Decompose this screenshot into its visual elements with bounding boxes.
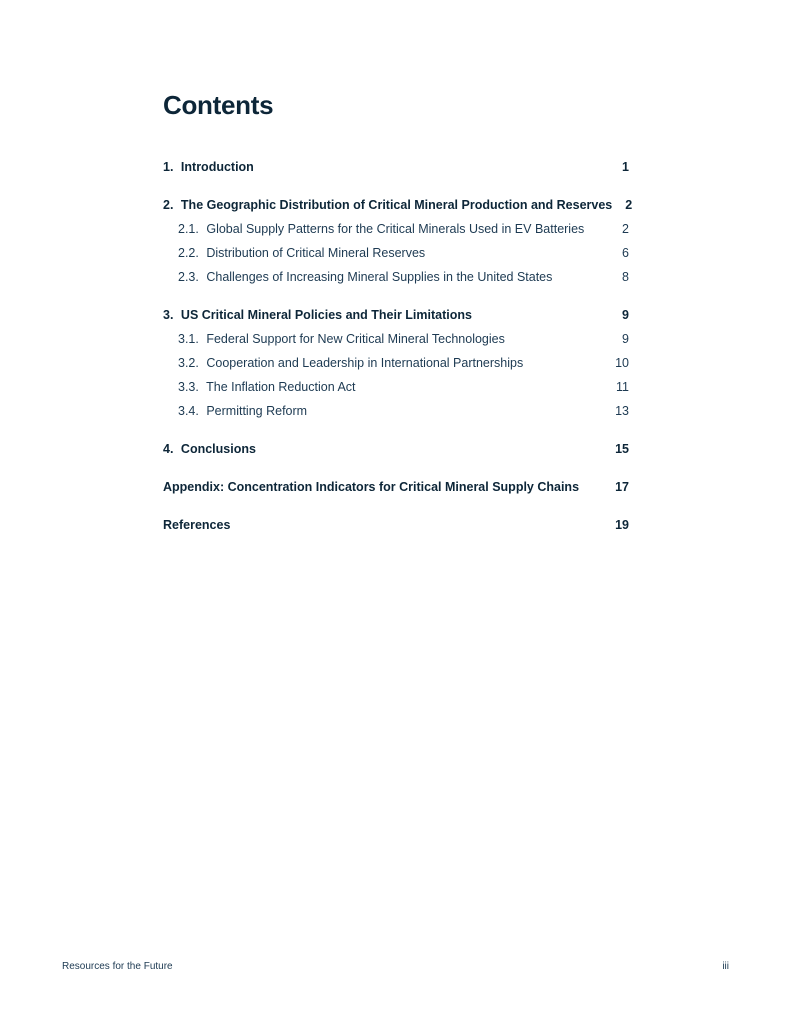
toc-entry-label bbox=[178, 241, 425, 265]
toc-entry-page: 17 bbox=[615, 480, 629, 494]
toc-entry-title: Conclusions bbox=[180, 442, 256, 456]
toc-entry-label bbox=[178, 265, 552, 289]
toc-entry-section-3-3[interactable] bbox=[163, 375, 629, 399]
toc-entry-title: Permitting Reform bbox=[206, 404, 308, 418]
table-of-contents bbox=[163, 155, 633, 537]
toc-entry-page: 8 bbox=[622, 270, 629, 284]
toc-entry-title: US Critical Mineral Policies and Their Limitations bbox=[180, 308, 472, 322]
toc-entry-section-3[interactable] bbox=[163, 303, 629, 327]
toc-entry-page: 9 bbox=[622, 308, 629, 322]
toc-entry-title: Challenges of Increasing Mineral Supplies in the United States bbox=[206, 270, 553, 284]
toc-entry-title: Global Supply Patterns for the Critical Minerals Used in EV Batteries bbox=[206, 222, 585, 236]
toc-entry-number: 3.4. bbox=[178, 404, 199, 418]
toc-entry-page: 2 bbox=[625, 198, 633, 212]
toc-entry-label bbox=[178, 351, 523, 375]
toc-entry-title: The Geographic Distribution of Critical Mineral Production and Reserves bbox=[180, 198, 613, 212]
footer-page-number: iii bbox=[722, 961, 729, 972]
toc-entry-page: 9 bbox=[622, 332, 629, 346]
toc-entry-title: Introduction bbox=[180, 160, 254, 174]
toc-entry-title: Cooperation and Leadership in International Partnerships bbox=[206, 356, 524, 370]
footer-publisher: Resources for the Future bbox=[62, 961, 173, 972]
toc-entry-page: 2 bbox=[622, 222, 629, 236]
toc-entry-page: 1 bbox=[622, 160, 629, 174]
page-title: Contents bbox=[163, 90, 274, 120]
toc-entry-number: 3.1. bbox=[178, 332, 199, 346]
toc-entry-section-2-2[interactable] bbox=[163, 241, 629, 265]
toc-entry-page: 19 bbox=[615, 518, 629, 532]
toc-entry-references[interactable] bbox=[163, 513, 629, 537]
toc-entry-number: 3.2. bbox=[178, 356, 199, 370]
toc-entry-section-3-4[interactable] bbox=[163, 399, 629, 423]
toc-entry-page: 13 bbox=[615, 404, 629, 418]
toc-entry-number: 1. bbox=[163, 160, 174, 174]
toc-entry-section-2[interactable] bbox=[163, 193, 633, 217]
toc-entry-title: References bbox=[163, 518, 231, 532]
toc-entry-section-2-1[interactable] bbox=[163, 217, 629, 241]
toc-entry-section-3-2[interactable] bbox=[163, 351, 629, 375]
toc-entry-number: 4. bbox=[163, 442, 174, 456]
toc-entry-introduction[interactable] bbox=[163, 155, 629, 179]
toc-entry-label bbox=[163, 303, 472, 327]
toc-entry-section-2-3[interactable] bbox=[163, 265, 629, 289]
toc-entry-page: 10 bbox=[615, 356, 629, 370]
toc-entry-label bbox=[178, 399, 307, 423]
toc-entry-label bbox=[163, 193, 612, 217]
toc-entry-label bbox=[178, 217, 584, 241]
toc-entry-label bbox=[163, 155, 254, 179]
toc-entry-number: 3. bbox=[163, 308, 174, 322]
toc-entry-number: 2.2. bbox=[178, 246, 199, 260]
toc-entry-label bbox=[178, 327, 505, 351]
toc-entry-page: 11 bbox=[616, 380, 629, 394]
toc-entry-conclusions[interactable] bbox=[163, 437, 629, 461]
toc-entry-number: 2.3. bbox=[178, 270, 199, 284]
toc-entry-label bbox=[163, 437, 256, 461]
toc-entry-page: 6 bbox=[622, 246, 629, 260]
toc-entry-title: Appendix: Concentration Indicators for Critical Mineral Supply Chains bbox=[163, 480, 580, 494]
toc-entry-appendix[interactable] bbox=[163, 475, 629, 499]
toc-entry-label bbox=[178, 375, 356, 399]
toc-entry-title: Distribution of Critical Mineral Reserves bbox=[206, 246, 426, 260]
toc-entry-section-3-1[interactable] bbox=[163, 327, 629, 351]
toc-entry-title: Federal Support for New Critical Mineral Technologies bbox=[206, 332, 505, 346]
toc-entry-page: 15 bbox=[615, 442, 629, 456]
toc-entry-number: 2. bbox=[163, 198, 174, 212]
toc-entry-title: The Inflation Reduction Act bbox=[206, 380, 356, 394]
toc-entry-number: 2.1. bbox=[178, 222, 199, 236]
toc-entry-number: 3.3. bbox=[178, 380, 199, 394]
